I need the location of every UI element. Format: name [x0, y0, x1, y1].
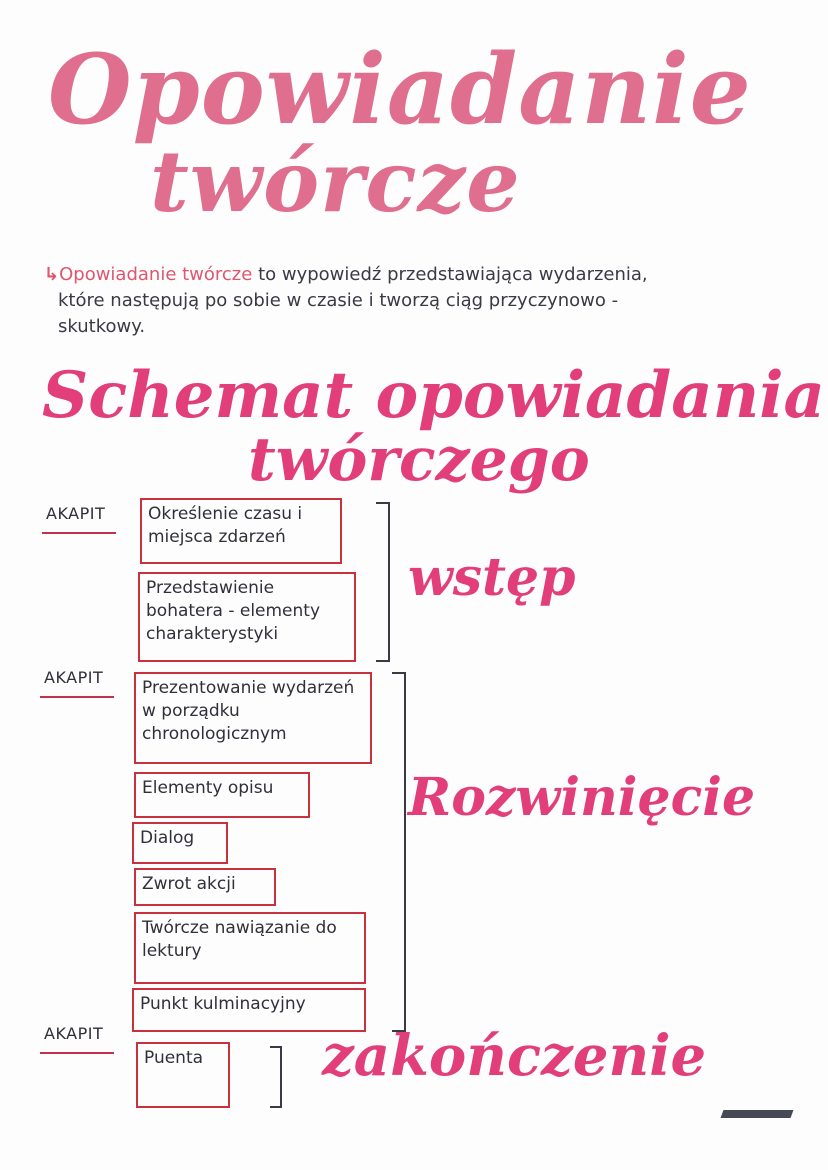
section-label-development: Rozwinięcie [408, 767, 756, 828]
title-line-1: Opowiadanie [48, 33, 752, 146]
box-description-elements: Elementy opisu [134, 772, 310, 818]
definition-line-3: skutkowy. [58, 316, 146, 337]
box-dialog: Dialog [132, 822, 228, 864]
definition-term: Opowiadanie twórcze [59, 264, 253, 285]
box-punchline: Puenta [136, 1042, 230, 1108]
subtitle-line-1: Schemat opowiadania [42, 358, 825, 433]
definition-text-1: to wypowiedź przedstawiająca wydarzenia, [252, 264, 648, 285]
box-time-place: Określenie czasu i miejsca zdarzeń [140, 498, 342, 564]
bracket-development [392, 672, 406, 1032]
box-reading-reference: Twórcze nawiązanie do lektury [134, 912, 366, 984]
box-plot-twist: Zwrot akcji [134, 868, 276, 906]
box-events-chronology: Prezentowanie wydarzeń w porządku chronologicznym [134, 672, 372, 764]
definition-line-2: które następują po sobie w czasie i tworzą ciąg przyczynowo - [58, 290, 619, 311]
page-corner-shadow [721, 1110, 794, 1118]
section-label-ending: zakończenie [322, 1023, 707, 1089]
paragraph-underline-2 [40, 696, 114, 698]
title-line-2: twórcze [150, 132, 521, 231]
paragraph-underline-3 [40, 1052, 114, 1054]
bracket-ending [270, 1046, 282, 1108]
bracket-intro [376, 502, 390, 662]
section-label-intro: wstęp [408, 547, 576, 608]
subtitle-line-2: twórczego [248, 425, 590, 495]
definition-line-1 [44, 262, 804, 288]
paragraph-label-2: AKAPIT [44, 668, 104, 687]
paragraph-label-1: AKAPIT [46, 504, 106, 523]
box-hero-presentation: Przedstawienie bohatera - elementy charakterystyki [138, 572, 356, 662]
paragraph-label-3: AKAPIT [44, 1024, 104, 1043]
definition-paragraph [44, 262, 804, 340]
arrow-icon: ↳ [44, 264, 60, 285]
box-climax: Punkt kulminacyjny [132, 988, 366, 1032]
paragraph-underline-1 [42, 532, 116, 534]
